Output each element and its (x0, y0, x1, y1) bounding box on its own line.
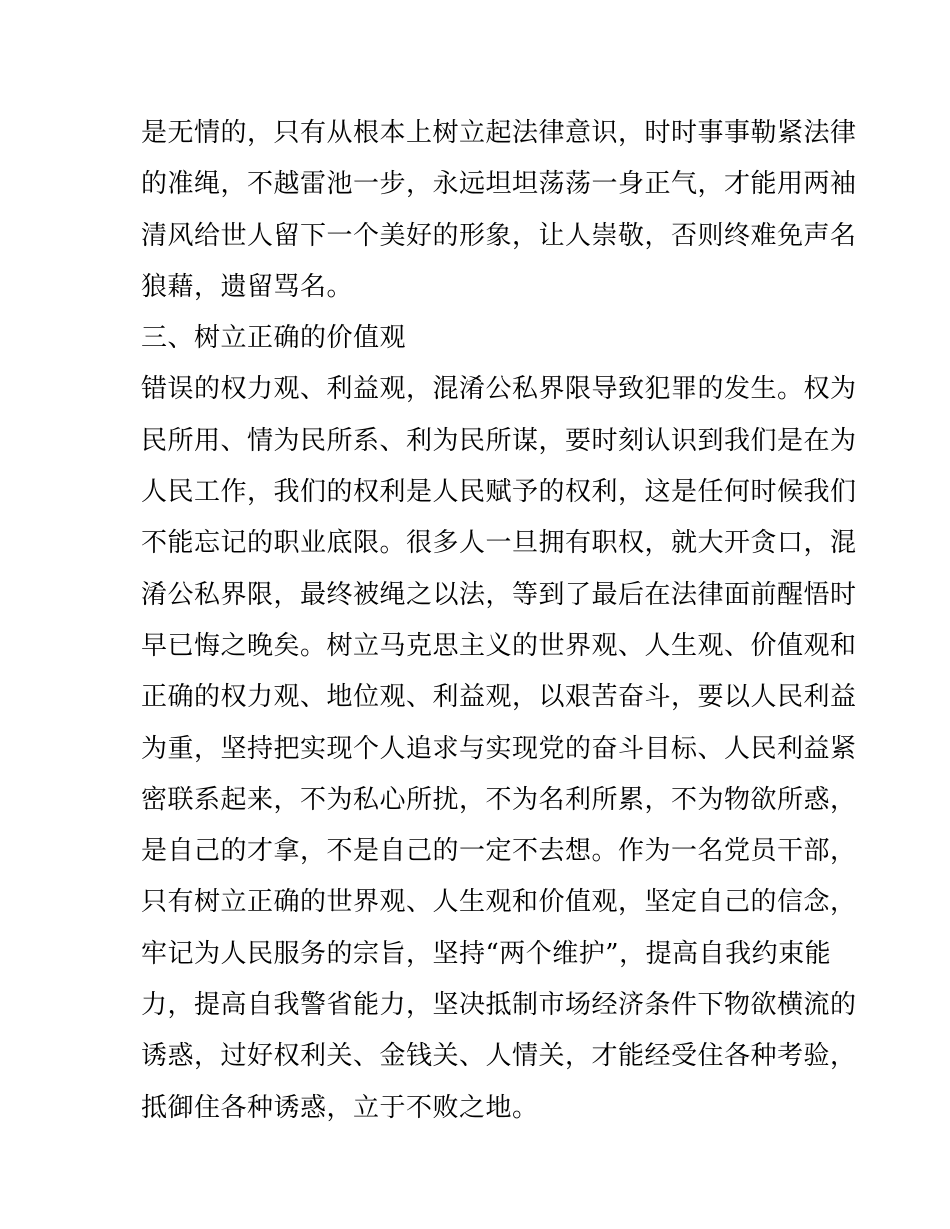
text-line: 不能忘记的职业底限。很多人一旦拥有职权，就大开贪口，混 (141, 528, 857, 559)
text-line: 牢记为人民服务的宗旨，坚持“两个维护”，提高自我约束能 (141, 938, 832, 969)
text-line: 只有树立正确的世界观、人生观和价值观，坚定自己的信念， (141, 887, 857, 918)
text-line: 淆公私界限，最终被绳之以法，等到了最后在法律面前醒悟时 (141, 579, 857, 610)
text-line: 抵御住各种诱惑，立于不败之地。 (141, 1092, 539, 1123)
text-line: 力，提高自我警省能力，坚决抵制市场经济条件下物欲横流的 (141, 990, 857, 1021)
text-line: 错误的权力观、利益观，混淆公私界限导致犯罪的发生。权为 (141, 374, 857, 405)
text-line: 民所用、情为民所系、利为民所谋，要时刻认识到我们是在为 (141, 425, 857, 456)
text-line: 早已悔之晚矣。树立马克思主义的世界观、人生观、价值观和 (141, 630, 857, 661)
text-line: 正确的权力观、地位观、利益观，以艰苦奋斗，要以人民利益 (141, 682, 857, 713)
text-line: 为重，坚持把实现个人追求与实现党的奋斗目标、人民利益紧 (141, 733, 857, 764)
text-line: 诱惑，过好权利关、金钱关、人情关，才能经受住各种考验， (141, 1041, 857, 1072)
text-line: 是无情的，只有从根本上树立起法律意识，时时事事勒紧法律 (141, 118, 857, 148)
text-line: 密联系起来，不为私心所扰，不为名利所累，不为物欲所惑， (141, 784, 857, 815)
text-line: 狼藉，遗留骂名。 (141, 271, 354, 302)
section-heading: 三、树立正确的价值观 (141, 323, 407, 354)
text-line: 是自己的才拿，不是自己的一定不去想。作为一名党员干部， (141, 836, 857, 867)
text-line: 人民工作，我们的权利是人民赋予的权利，这是任何时候我们 (141, 477, 857, 508)
body-text (141, 108, 857, 1134)
text-line: 的准绳，不越雷池一步，永远坦坦荡荡一身正气，才能用两袖 (141, 169, 857, 200)
text-line: 清风给世人留下一个美好的形象，让人崇敬，否则终难免声名 (141, 220, 857, 251)
